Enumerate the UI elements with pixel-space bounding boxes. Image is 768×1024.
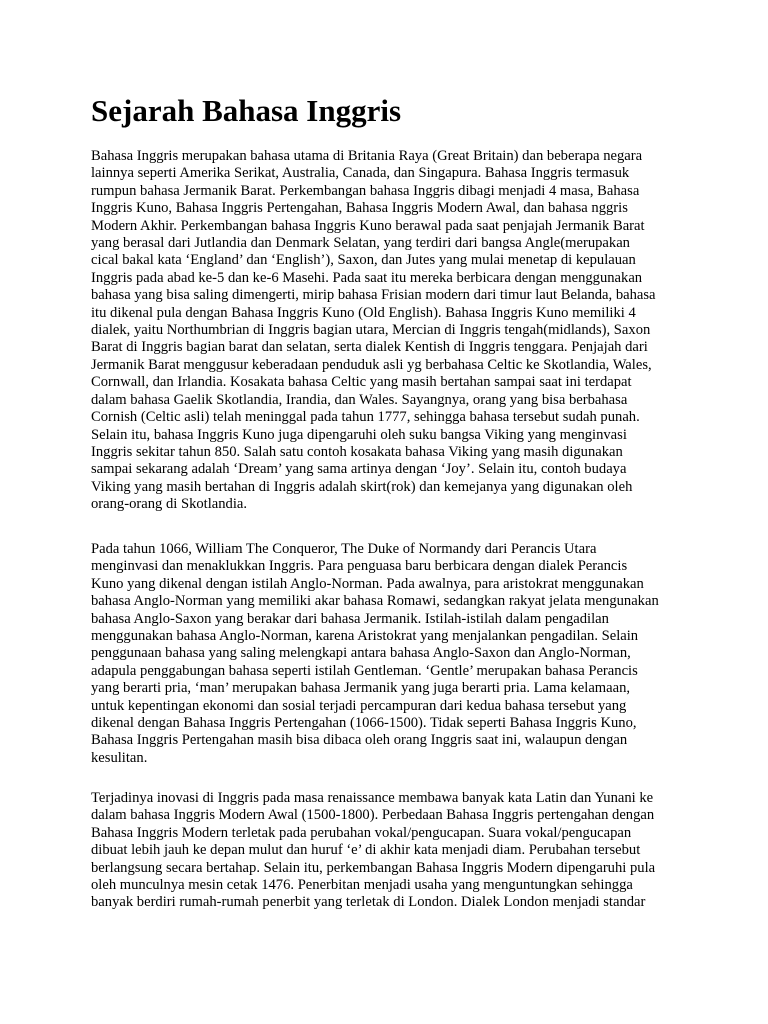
text-line: yang berarti pria, ‘man’ merupakan bahasa Jermanik yang juga berarti pria. Lama kelamaan, [91, 680, 631, 697]
text-line: sampai sekarang adalah ‘Dream’ yang sama artinya dengan ‘Joy’. Selain itu, contoh budaya [91, 461, 627, 478]
text-line: Modern Akhir. Perkembangan bahasa Inggris Kuno berawal pada saat penjajah Jermanik Barat [91, 217, 645, 234]
paragraph-3 [91, 790, 691, 912]
text-line: Bahasa Inggris Pertengahan masih bisa dibaca oleh orang Inggris saat ini, walaupun dengan [91, 732, 628, 749]
text-line: dialek, yaitu Northumbrian di Inggris bagian utara, Mercian di Inggris tengah(midlands), Saxon [91, 322, 651, 339]
text-line: bahasa Anglo-Saxon yang berakar dari bahasa Jermanik. Istilah-istilah dalam pengadilan [91, 610, 609, 627]
text-line: penggunaan bahasa yang saling melengkapi antara bahasa Anglo-Saxon dan Anglo-Norman, [91, 645, 631, 662]
text-line: Jermanik Barat menggusur keberadaan penduduk asli yg berbahasa Celtic ke Skotlandia, Wales, [91, 356, 652, 373]
text-line: Bahasa Inggris merupakan bahasa utama di Britania Raya (Great Britain) dan beberapa negara [91, 148, 643, 164]
text-line: adapula penggabungan bahasa seperti istilah Gentleman. ‘Gentle’ merupakan bahasa Perancis [91, 662, 638, 679]
paragraph-2 [91, 541, 691, 767]
text-line: bahasa yang bisa saling dimengerti, mirip bahasa Frisian modern dari timur laut Belanda, bahasa [91, 287, 656, 304]
text-line: bahasa Anglo-Norman yang memiliki akar bahasa Romawi, sedangkan rakyat jelata mengunakan [91, 593, 659, 610]
text-line: kesulitan. [91, 749, 148, 766]
text-line: berlangsung secara bertahap. Selain itu, perkembangan Bahasa Inggris Modern dipengaruhi pula [91, 859, 656, 876]
document-title: Sejarah Bahasa Inggris [91, 93, 402, 128]
text-line: Cornwall, dan Irlandia. Kosakata bahasa Celtic yang masih bertahan sampai saat ini terdapat [91, 374, 632, 391]
text-line: dalam bahasa Inggris Modern Awal (1500-1800). Perbedaan Bahasa Inggris pertengahan dengan [91, 807, 655, 824]
text-line: Selain itu, bahasa Inggris Kuno juga dipengaruhi oleh suku bangsa Viking yang menginvasi [91, 426, 627, 443]
text-line: Cornish (Celtic asli) telah meninggal pada tahun 1777, sehingga bahasa tersebut sudah punah. [91, 409, 640, 426]
text-line: menggunakan bahasa Anglo-Norman, karena Aristokrat yang menjalankan pengadilan. Selain [91, 628, 639, 645]
text-line: itu dikenal pula dengan Bahasa Inggris Kuno (Old English). Bahasa Inggris Kuno memiliki 4 [91, 304, 636, 321]
text-line: Terjadinya inovasi di Inggris pada masa renaissance membawa banyak kata Latin dan Yunani ke [91, 790, 654, 806]
text-line: Viking yang masih bertahan di Inggris adalah skirt(rok) dan kemejanya yang digunakan oleh [91, 478, 633, 495]
text-line: banyak berdiri rumah-rumah penerbit yang terletak di London. Dialek London menjadi standar [91, 894, 646, 911]
text-line: Bahasa Inggris Modern terletak pada perubahan vokal/pengucapan. Suara vokal/pengucapan [91, 824, 632, 841]
text-line: untuk kepentingan ekonomi dan sosial terjadi percampuran dari kedua bahasa tersebut yang [91, 697, 627, 714]
text-line: yang berasal dari Jutlandia dan Denmark Selatan, yang terdiri dari bangsa Angle(merupakan [91, 235, 630, 252]
text-line: orang-orang di Skotlandia. [91, 496, 248, 513]
text-line: dibuat lebih jauh ke depan mulut dan huruf ‘e’ di akhir kata menjadi diam. Perubahan tersebut [91, 842, 641, 859]
paragraph-1 [91, 148, 691, 514]
text-line: dikenal dengan Bahasa Inggris Pertengahan (1066-1500). Tidak seperti Bahasa Inggris Kuno, [91, 715, 637, 732]
text-line: Kuno yang dikenal dengan istilah Anglo-Norman. Pada awalnya, para aristokrat menggunakan [91, 575, 644, 592]
text-line: cical bakal kata ‘England’ dan ‘English’), Saxon, dan Jutes yang mulai menetap di kepulauan [91, 252, 636, 269]
text-line: menginvasi dan menaklukkan Inggris. Para penguasa baru berbicara dengan dialek Perancis [91, 558, 628, 575]
text-line: lainnya seperti Amerika Serikat, Australia, Canada, dan Singapura. Bahasa Inggris termasuk [91, 165, 630, 182]
text-line: Pada tahun 1066, William The Conqueror, The Duke of Normandy dari Perancis Utara [91, 541, 597, 557]
text-line: dalam bahasa Gaelik Skotlandia, Irandia, dan Wales. Sayangnya, orang yang bisa berbahasa [91, 391, 628, 408]
text-line: Barat di Inggris bagian barat dan selatan, serta dialek Kentish di Inggris tenggara. Penjajah dari [91, 339, 648, 356]
text-line: rumpun bahasa Jermanik Barat. Perkembangan bahasa Inggris dibagi menjadi 4 masa, Bahasa [91, 182, 640, 199]
text-line: Inggris Kuno, Bahasa Inggris Pertengahan, Bahasa Inggris Modern Awal, dan bahasa nggris [91, 200, 628, 217]
text-line: Inggris pada abad ke-5 dan ke-6 Masehi. Pada saat itu mereka berbicara dengan menggunakan [91, 269, 643, 286]
text-line: Inggris sekitar tahun 850. Salah satu contoh kosakata bahasa Viking yang masih digunakan [91, 443, 623, 460]
text-line: oleh munculnya mesin cetak 1476. Penerbitan menjadi usaha yang menguntungkan sehingga [91, 877, 633, 894]
